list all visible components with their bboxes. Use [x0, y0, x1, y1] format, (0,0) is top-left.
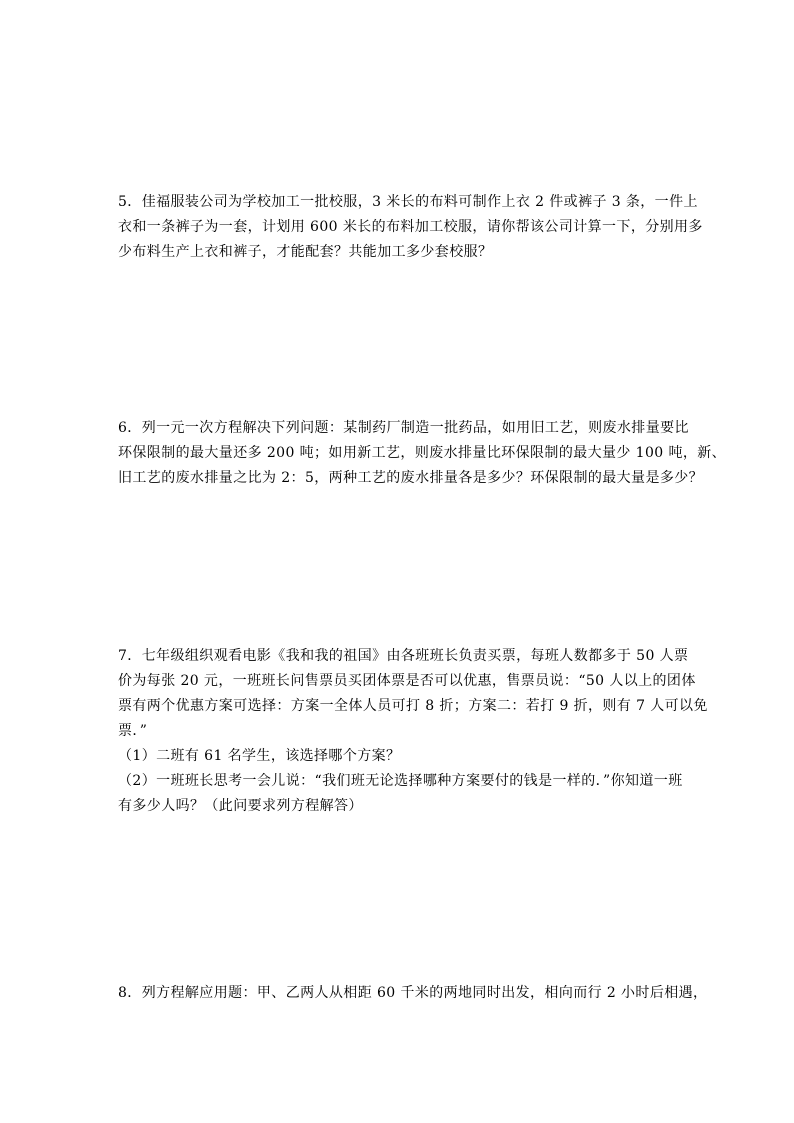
problem-8: [118, 981, 708, 1006]
problem-7: [118, 644, 708, 819]
problem-7-line-4: 票．”: [118, 723, 148, 739]
problem-7-line-1: 7．七年级组织观看电影《我和我的祖国》由各班班长负责买票，每班人数都多于 50 人票: [118, 648, 689, 664]
problem-5: [118, 190, 703, 265]
problem-7-part-2-line-1: （2）一班班长思考一会儿说：“我们班无论选择哪种方案要付的钱是一样的．”你知道一班: [118, 773, 683, 789]
problem-7-part-2-line-2: 有多少人吗？（此问要求列方程解答）: [118, 798, 363, 814]
problem-6-line-1: 6．列一元一次方程解决下列问题：某制药厂制造一批药品，如用旧工艺，则废水排量要比: [118, 420, 689, 436]
problem-5-line-1: 5．佳福服装公司为学校加工一批校服，3 米长的布料可制作上衣 2 件或裤子 3 条，一件上: [118, 194, 698, 210]
problem-6-line-2: 环保限制的最大量还多 200 吨；如用新工艺，则废水排量比环保限制的最大量少 100 吨，新、: [118, 445, 727, 461]
problem-5-line-3: 少布料生产上衣和裤子，才能配套？共能加工多少套校服？: [118, 244, 493, 260]
problem-6: [118, 416, 727, 491]
problem-7-part-1: （1）二班有 61 名学生，该选择哪个方案？: [118, 748, 401, 764]
problem-8-line-1: 8．列方程解应用题：甲、乙两人从相距 60 千米的两地同时出发，相向而行 2 小时后相遇，: [118, 985, 708, 1001]
problem-5-line-2: 衣和一条裤子为一套，计划用 600 米长的布料加工校服，请你帮该公司计算一下，分别用多: [118, 219, 703, 235]
problem-7-line-3: 票有两个优惠方案可选择：方案一全体人员可打 8 折；方案二：若打 9 折，则有 7 人可以免: [118, 698, 708, 714]
problem-6-line-3: 旧工艺的废水排量之比为 2：5，两种工艺的废水排量各是多少？环保限制的最大量是多少？: [118, 470, 704, 486]
problem-7-line-2: 价为每张 20 元，一班班长问售票员买团体票是否可以优惠，售票员说：“50 人以上的团体: [118, 673, 696, 689]
